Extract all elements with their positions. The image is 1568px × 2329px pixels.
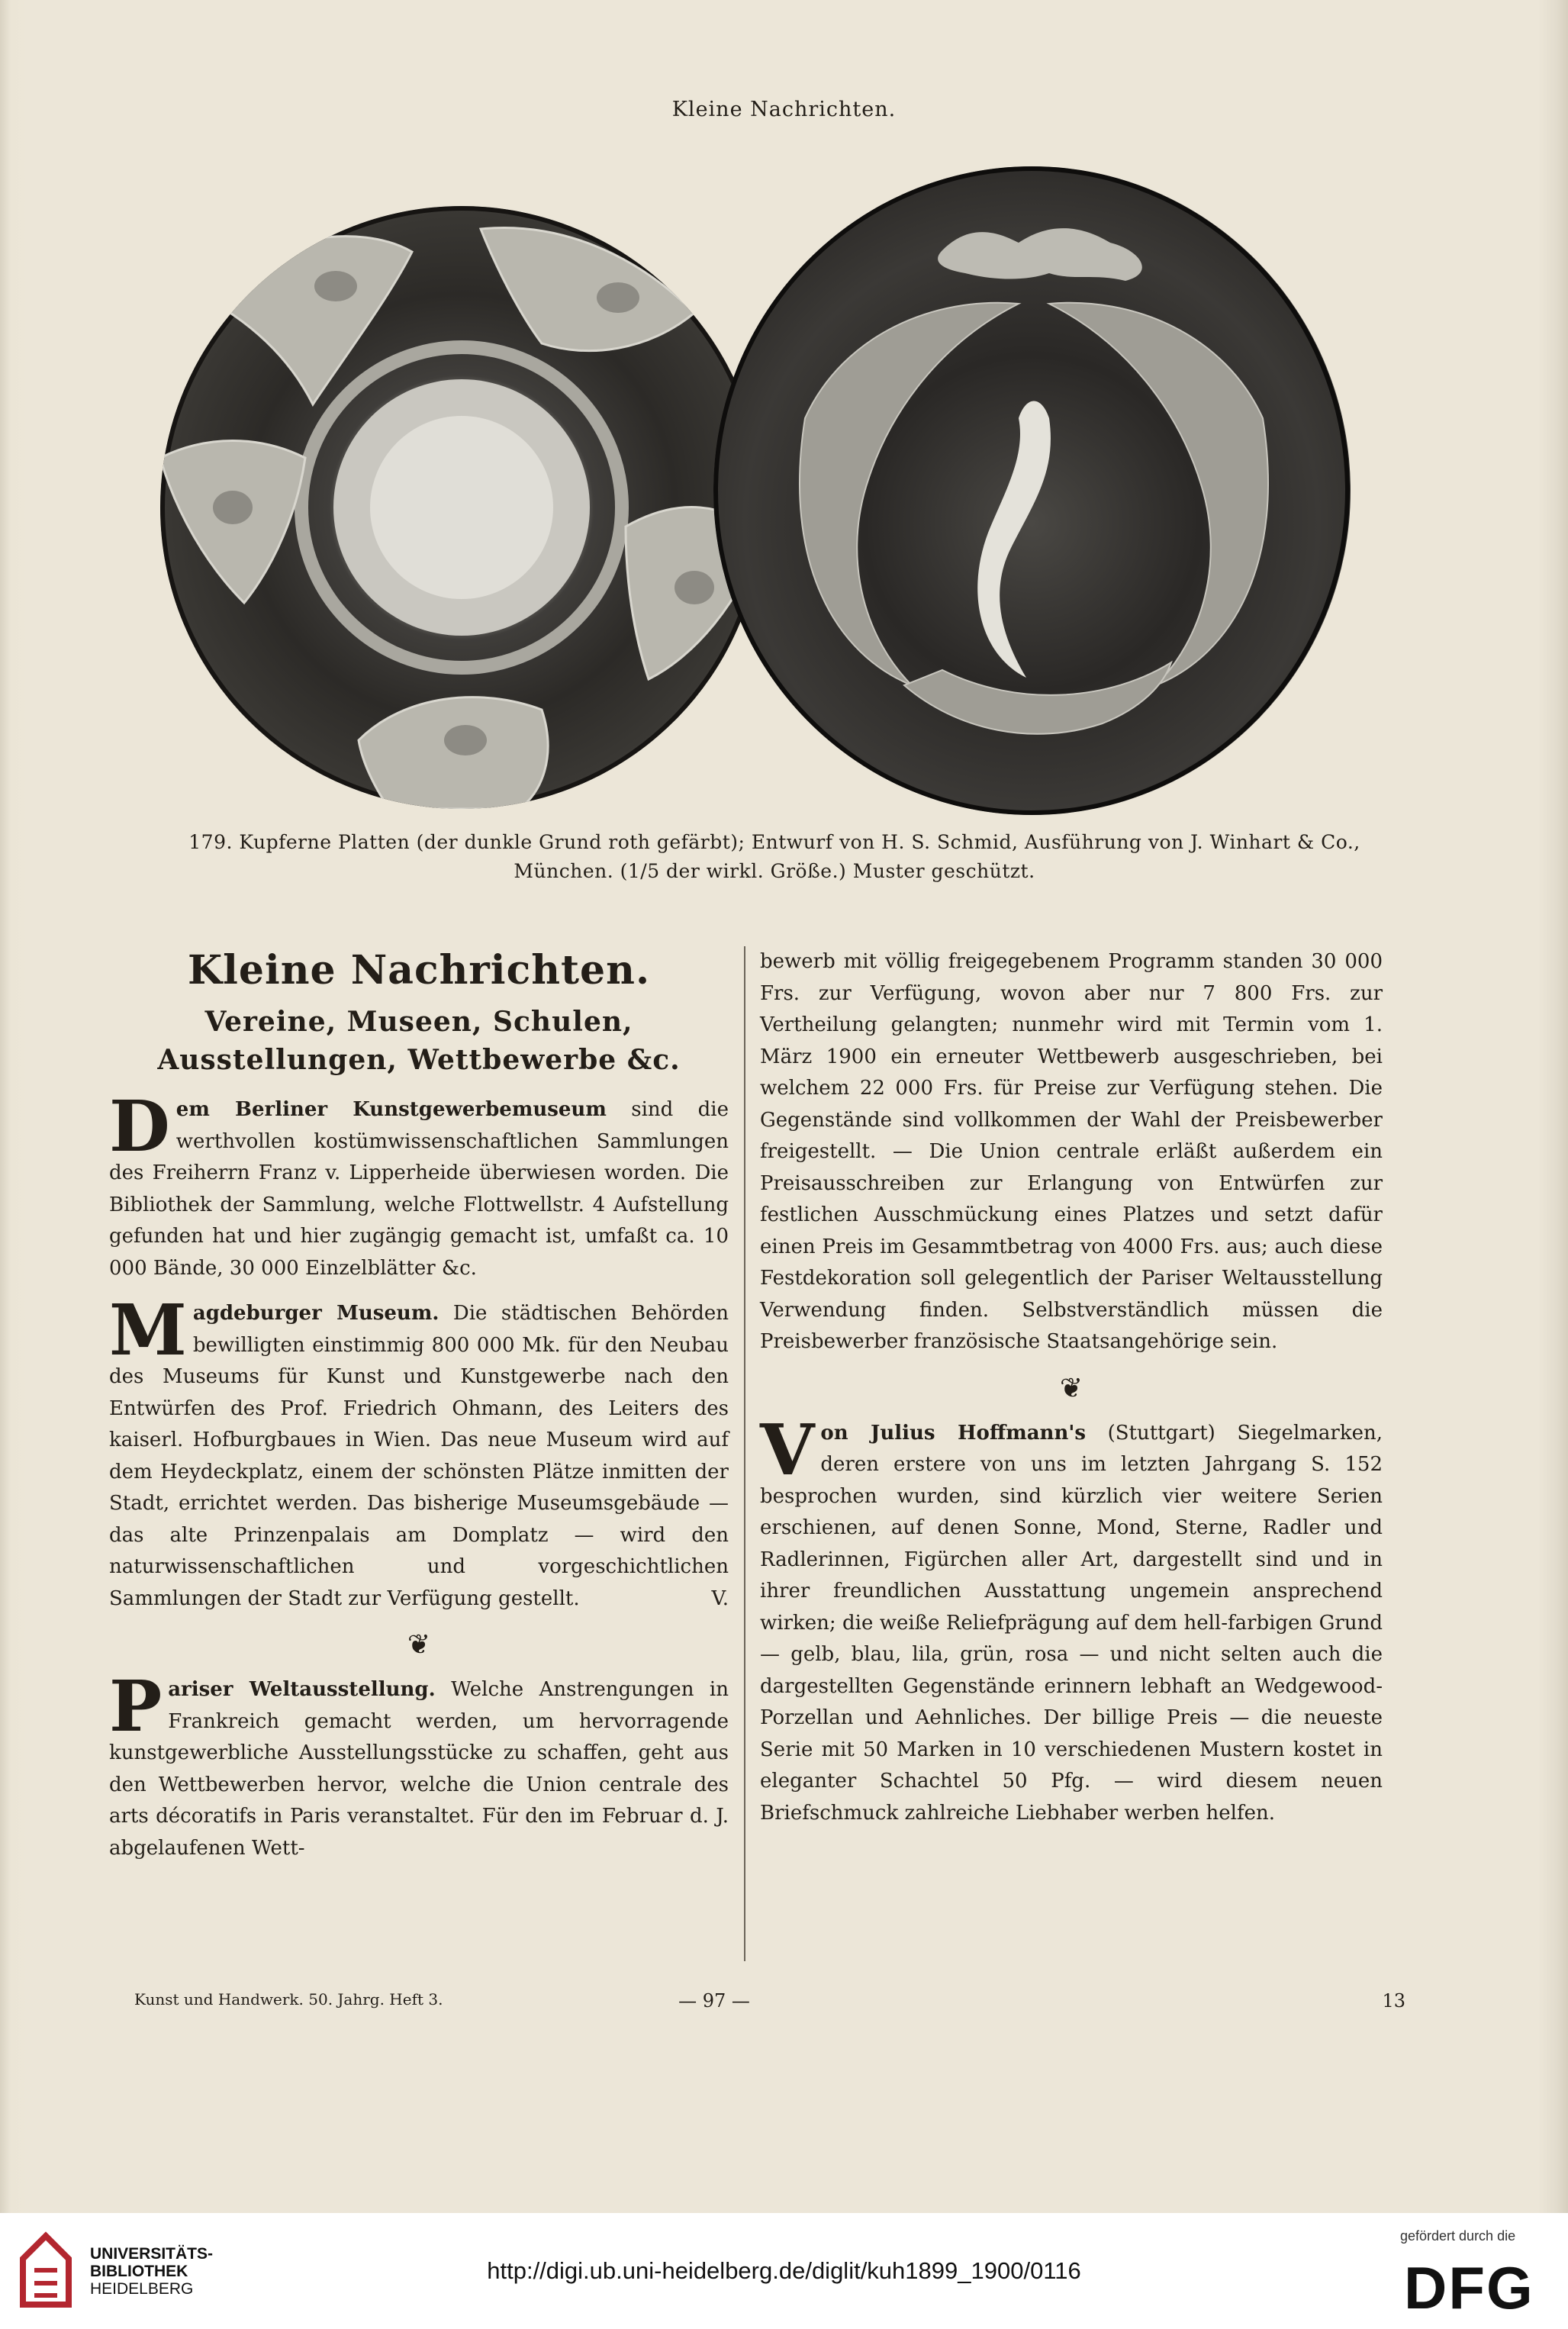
dropcap: D	[109, 1085, 170, 1168]
permalink-url[interactable]: http://digi.ub.uni-heidelberg.de/diglit/kuh1899_1900/0116	[487, 2257, 1081, 2284]
section-title: Kleine Nachrichten.	[187, 947, 651, 994]
library-name-line-3: HEIDELBERG	[90, 2280, 194, 2298]
funding-caption: gefördert durch die	[1400, 2228, 1516, 2244]
article-lead: ariser Weltausstellung.	[168, 1678, 436, 1701]
library-name-line-2: BIBLIOTHEK	[90, 2263, 188, 2280]
dropcap: V	[760, 1408, 815, 1491]
article-text: Welche Anstrengungen in Frankreich gemacht werden, um hervorragende kunstgewerbliche Ausstellungsstücke zu schaffen, geht aus den Wettbewerben hervor, welche die Union centrale des arts décoratifs in Paris veranstaltet. Für den im Februar d. J. abgelaufenen Wett-	[109, 1678, 729, 1860]
article-text: sind die werthvollen kostümwissenschaftlichen Sammlungen des Freiherrn Franz v. Lipperheide überwiesen worden. Die Bibliothek der Sammlung, welche Flottwellstr. 4 Aufstellung gefunden hat und hier zugängig gemacht ist, umfaßt ca. 10 000 Bände, 30 000 Einzelblätter &c.	[109, 1098, 729, 1280]
figure-caption	[137, 828, 1412, 886]
article-text: Die städtischen Behörden bewilligten einstimmig 800 000 Mk. für den Neubau des Museums für Kunst und Kunstgewerbe nach den Entwürfen des Prof. Friedrich Ohmann, des Leiters des kaiserl. Hofburgbaues in Wien. Das neue Museum wird auf dem Heydeckplatz, einem der schönsten Plätze inmitten der Stadt, errichtet werden. Das bisherige Museumsgebäude — das alte Prinzenpalais am Domplatz — wird den naturwissenschaftlichen und vorgeschichtlichen Sammlungen der Stadt zur Verfügung gestellt.	[109, 1302, 729, 1610]
column-rule	[744, 946, 745, 1961]
article-pariser-continuation: bewerb mit völlig freigegebenem Programm standen 30 000 Frs. zur Verfügung, wovon aber nur 7 800 Frs. zur Vertheilung gelangten; nunmehr wird mit Termin vom 1. März 1900 ein erneuter Wettbewerb ausgeschrieben, bei welchem 22 000 Frs. für Preise zur Verfügung stehen. Die Gegenstände sind vollkommen der Wahl der Preisbewerber freigestellt. — Die Union centrale erläßt außerdem ein Preisausschreiben zur Erlangung von Entwürfen zur festlichen Ausschmückung eines Platzes und setzt dafür einen Preis im Gesammtbetrag von 4000 Frs. aus; auch diese Festdekoration soll gelegentlich der Pariser Weltausstellung Verwendung finden. Selbstverständlich müssen die Preisbewerber französische Staatsangehörige sein.	[760, 950, 1383, 1353]
journal-issue: Kunst und Handwerk. 50. Jahrg. Heft 3.	[134, 1990, 443, 2008]
dfg-logo[interactable]: DFG	[1404, 2254, 1534, 2321]
library-name-line-1: UNIVERSITÄTS-	[90, 2245, 214, 2263]
article-magdeburger-museum	[109, 1289, 729, 1615]
running-head: Kleine Nachrichten.	[671, 98, 897, 121]
caption-line-2: München. (1/5 der wirkl. Größe.) Muster geschützt.	[514, 860, 1035, 882]
article-lead: agdeburger Museum.	[192, 1302, 439, 1325]
signature-mark: 13	[1382, 1990, 1405, 2012]
page-footer	[134, 1990, 1431, 2015]
copper-plate-peacock-image	[160, 206, 763, 809]
dropcap: P	[109, 1665, 163, 1748]
article-berliner-museum	[109, 1085, 729, 1284]
fleuron-ornament: ❦	[407, 1629, 431, 1661]
section-subtitle: Vereine, Museen, Schulen, Ausstellungen, Wettbewerbe &c.	[157, 1006, 681, 1076]
page-number: — 97 —	[678, 1990, 750, 2012]
article-hoffmann-siegelmarken	[760, 1408, 1383, 1830]
author-initial: V.	[711, 1586, 729, 1610]
article-lead: on Julius Hoffmann's	[820, 1421, 1086, 1445]
dropcap: M	[109, 1289, 187, 1371]
fleuron-ornament: ❦	[1059, 1372, 1083, 1404]
right-column	[760, 946, 1383, 1843]
article-pariser-weltausstellung	[109, 1665, 729, 1864]
left-column	[109, 946, 729, 1878]
article-lead: em Berliner Kunstgewerbemuseum	[175, 1098, 607, 1121]
copper-plate-swan-image	[713, 166, 1351, 815]
article-text: (Stuttgart) Siegelmarken, deren erstere von uns im letzten Jahrgang S. 152 besprochen wurden, sind kürzlich vier weitere Serien erschienen, auf denen Sonne, Mond, Sterne, Radler und Radlerinnen, Figürchen aller Art, dargestellt sind und in ihrer freundlichen Ausstattung ungemein ansprechend wirken; die weiße Reliefprägung auf dem hell-farbigen Grund — gelb, blau, lila, grün, rosa — und nicht selten auch die dargestellten Gegenstände erinnern lebhaft an Wedgewood-Porzellan und Aehnliches. Der billige Preis — die neueste Serie mit 50 Marken in 10 verschiedenen Mustern kostet in eleganter Schachtel 50 Pfg. — wird diesem neuen Briefschmuck zahlreiche Liebhaber werben helfen.	[760, 1421, 1383, 1825]
caption-line-1: 179. Kupferne Platten (der dunkle Grund roth gefärbt); Entwurf von H. S. Schmid, Ausführung von J. Winhart & Co.,	[188, 831, 1360, 853]
